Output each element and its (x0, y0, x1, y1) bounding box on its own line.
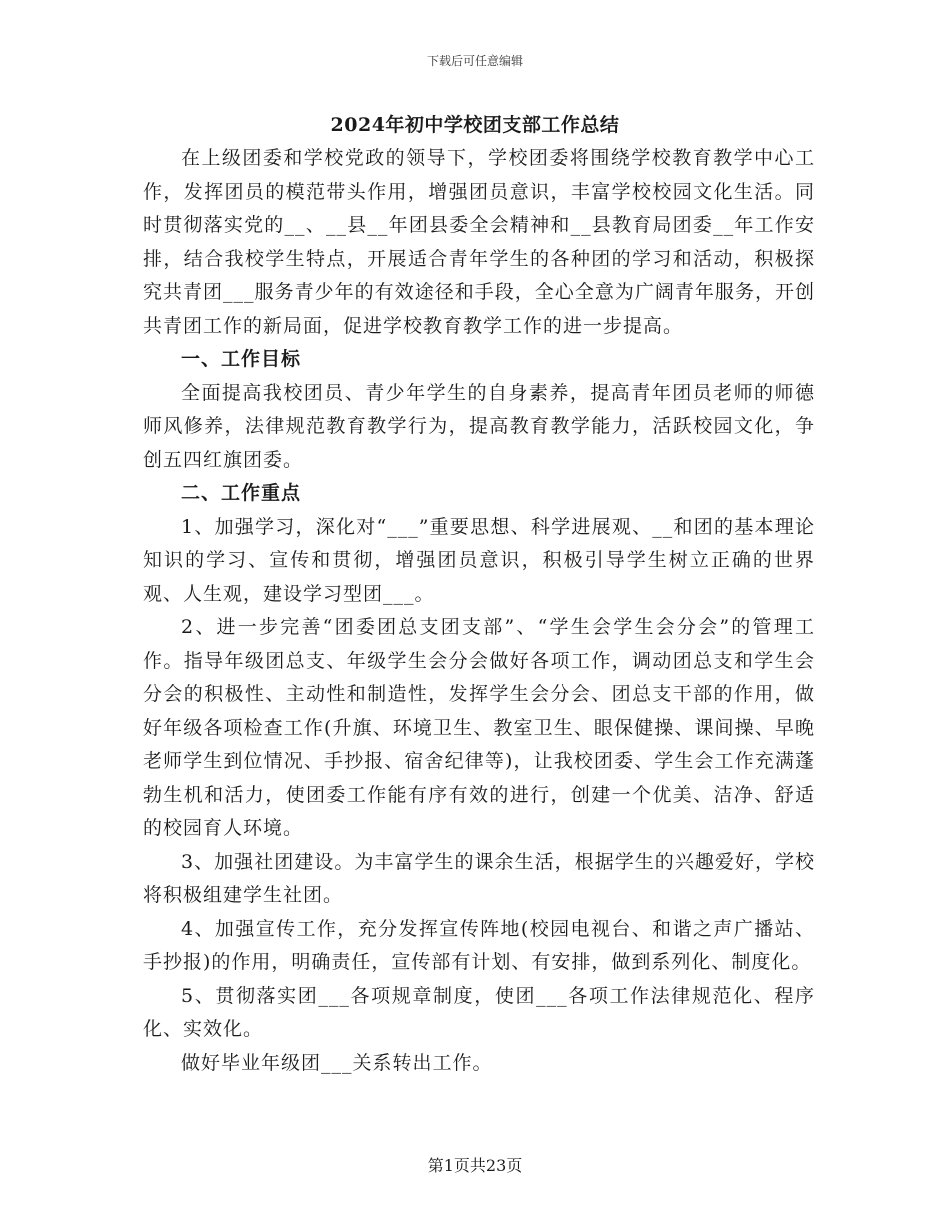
paragraph-focus-3: 3、加强社团建设。为丰富学生的课余生活，根据学生的兴趣爱好，学校将积极组建学生社团。 (143, 850, 815, 906)
section-heading-focus: 二、工作重点 (181, 482, 302, 504)
paragraph-focus-2: 2、进一步完善“团委团总支团支部”、“学生会学生会分会”的管理工作。指导年级团总支、年级学生会分会做好各项工作，调动团总支和学生会分会的积极性、主动性和制造性，发挥学生会分会、团总支干部的作用，做好年级各项检查工作(升旗、环境卫生、教室卫生、眼保健操、课间操、早晚老师学生到位情况、手抄报、宿舍纪律等)，让我校团委、学生会工作充满蓬勃生机和活力，使团委工作能有序有效的进行，创建一个优美、洁净、舒适的校园育人环境。 (143, 616, 815, 839)
paragraph-graduation: 做好毕业年级团___关系转出工作。 (181, 1051, 493, 1074)
document-title: 2024年初中学校团支部工作总结 (330, 114, 620, 136)
paragraph-focus-1: 1、加强学习，深化对“___”重要思想、科学进展观、__和团的基本理论知识的学习、宣传和贯彻，增强团员意识，积极引导学生树立正确的世界观、人生观，建设学习型团___。 (143, 515, 815, 605)
section-heading-goals: 一、工作目标 (181, 348, 302, 370)
paragraph-goals: 全面提高我校团员、青少年学生的自身素养，提高青年团员老师的师德师风修养，法律规范教育教学行为，提高教育教学能力，活跃校园文化，争创五四红旗团委。 (143, 381, 815, 471)
page-header-note: 下载后可任意编辑 (426, 54, 523, 68)
paragraph-intro: 在上级团委和学校党政的领导下，学校团委将围绕学校教育教学中心工作，发挥团员的模范带头作用，增强团员意识，丰富学校校园文化生活。同时贯彻落实党的__、__县__年团县委全会精神和__县教育局团委__年工作安排，结合我校学生特点，开展适合青年学生的各种团的学习和活动，积极探究共青团___服务青少年的有效途径和手段，全心全意为广阔青年服务，开创共青团工作的新局面，促进学校教育教学工作的进一步提高。 (143, 147, 815, 337)
paragraph-focus-4: 4、加强宣传工作，充分发挥宣传阵地(校园电视台、和谐之声广播站、手抄报)的作用，明确责任，宣传部有计划、有安排，做到系列化、制度化。 (143, 917, 815, 973)
paragraph-focus-5: 5、贯彻落实团___各项规章制度，使团___各项工作法律规范化、程序化、实效化。 (143, 984, 815, 1040)
page-number: 第1页共23页 (427, 1156, 523, 1175)
document-body (143, 142, 815, 1080)
